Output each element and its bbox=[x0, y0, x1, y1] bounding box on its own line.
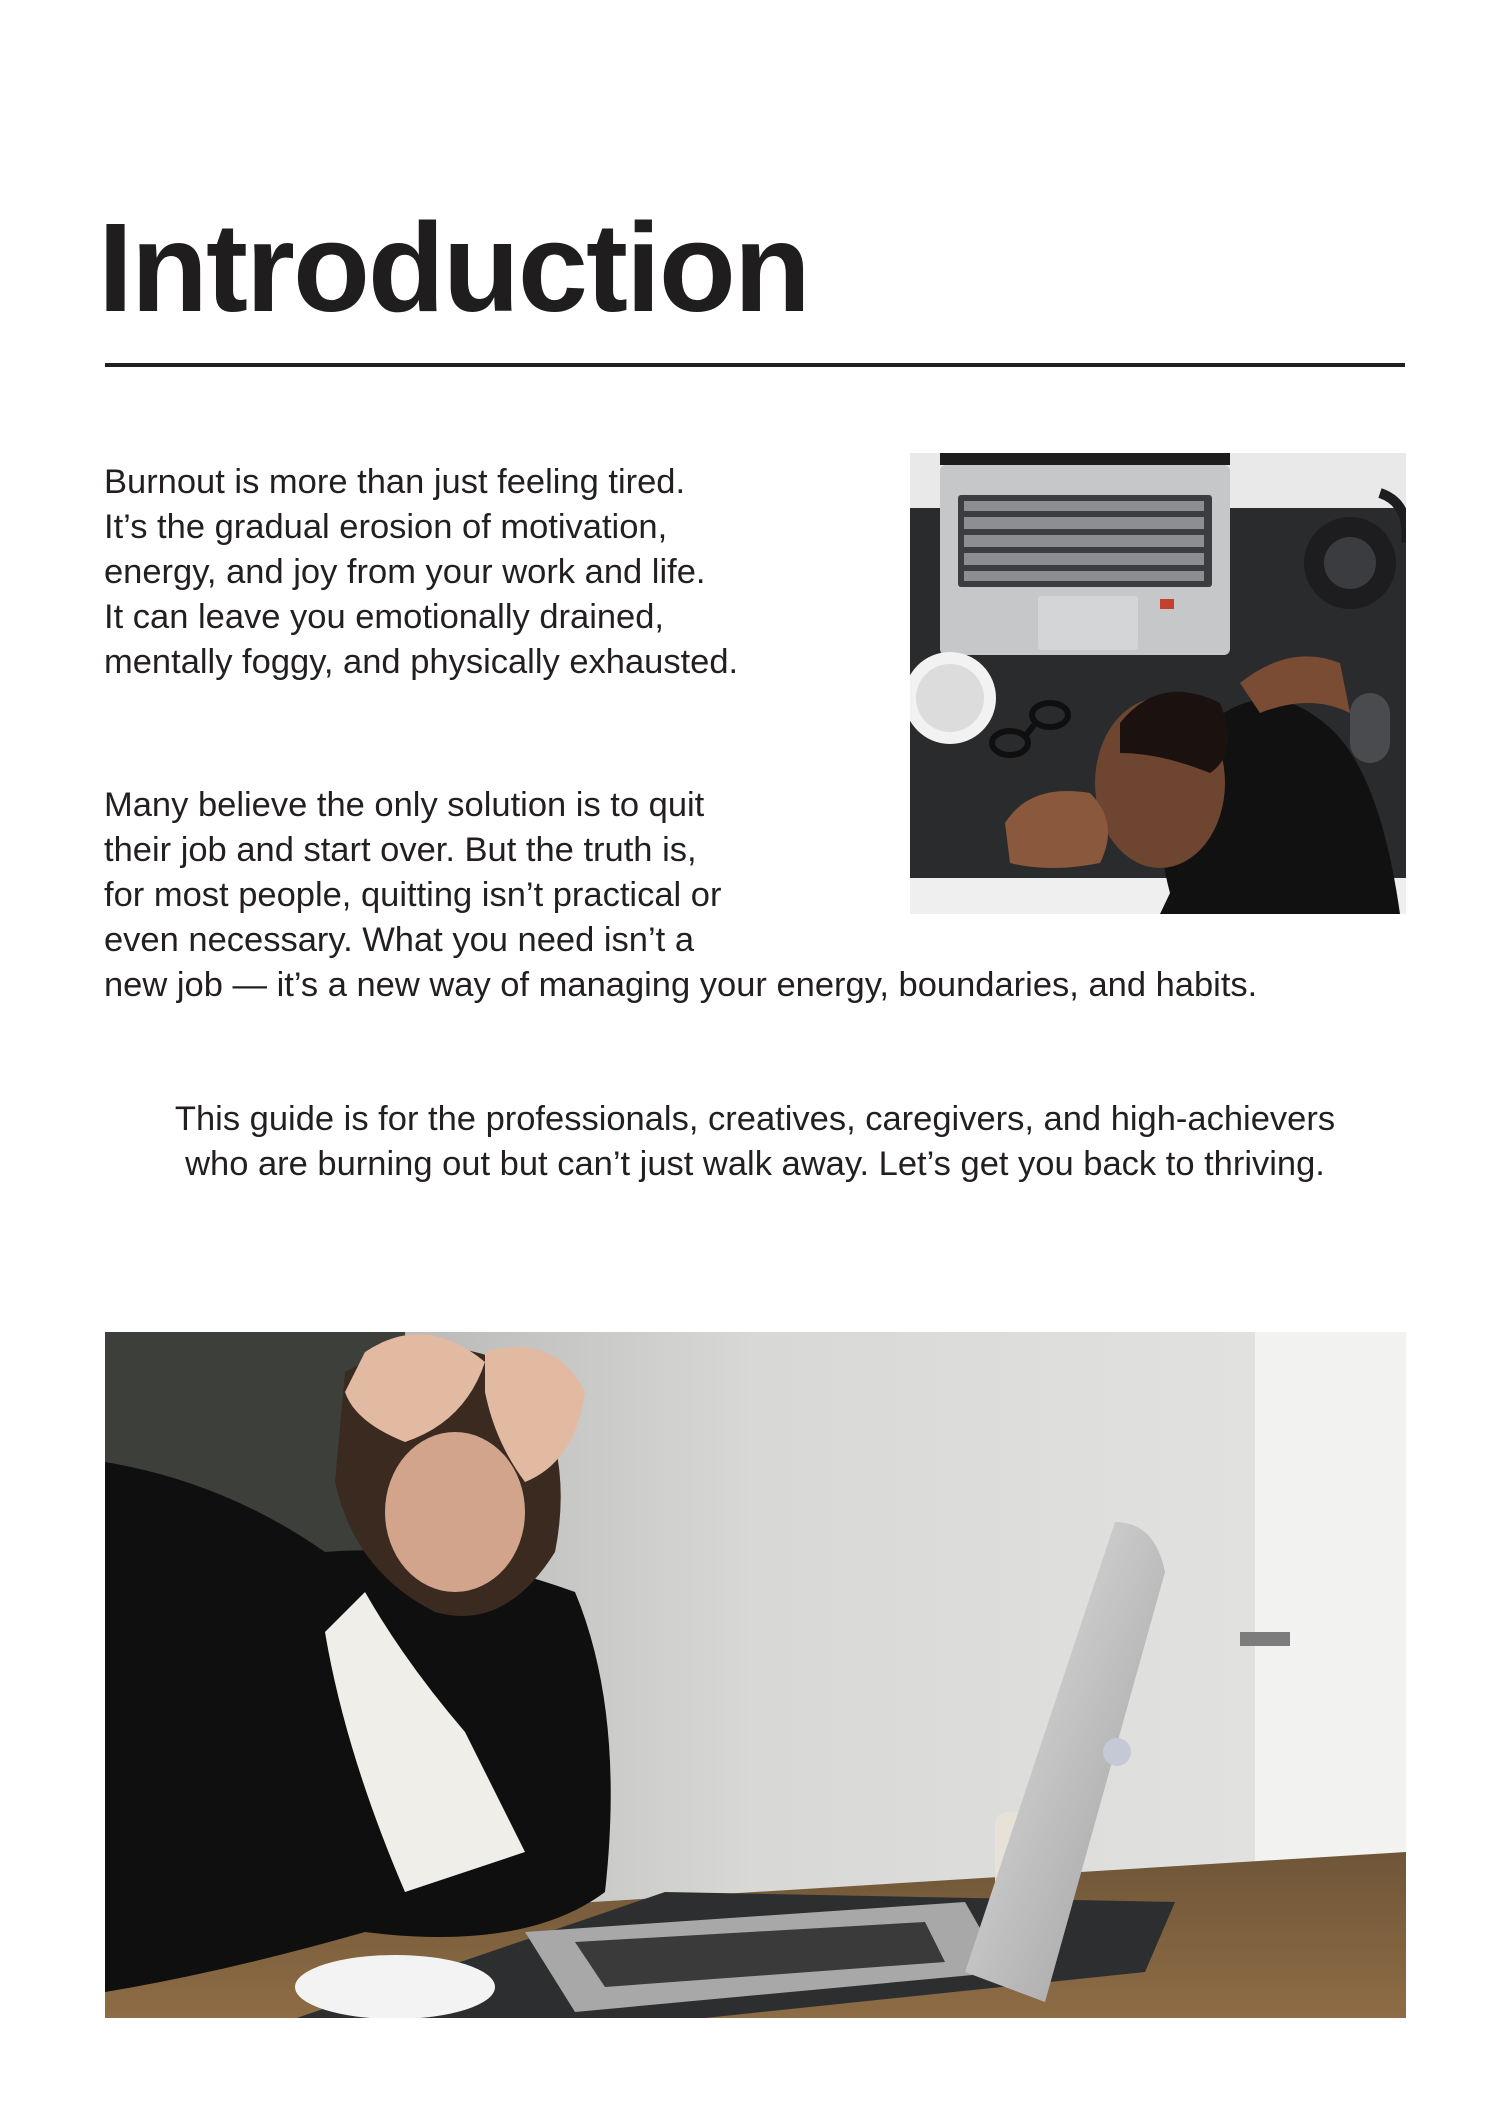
paragraph-line: energy, and joy from your work and life. bbox=[104, 553, 706, 591]
paragraph-line: mentally foggy, and physically exhausted. bbox=[104, 643, 739, 681]
photo-man-asleep-at-desk bbox=[910, 453, 1406, 914]
paragraph-line: new job — it’s a new way of managing your energy, boundaries, and habits. bbox=[104, 966, 1258, 1004]
paragraph-line: This guide is for the professionals, creatives, caregivers, and high-achievers bbox=[174, 1100, 1336, 1138]
paragraph-line: It’s the gradual erosion of motivation, bbox=[104, 508, 668, 546]
intro-paragraph-3 bbox=[104, 1097, 1406, 1187]
page-title: Introduction bbox=[98, 197, 809, 338]
paragraph-line: their job and start over. But the truth is, bbox=[104, 831, 697, 869]
title-divider bbox=[105, 363, 1405, 367]
paragraph-line: It can leave you emotionally drained, bbox=[104, 598, 665, 636]
paragraph-line: Many believe the only solution is to quit bbox=[104, 786, 705, 824]
paragraph-line: for most people, quitting isn’t practical or bbox=[104, 876, 722, 914]
paragraph-line: who are burning out but can’t just walk away. Let’s get you back to thriving. bbox=[185, 1145, 1325, 1183]
photo-woman-stressed-at-laptop bbox=[105, 1332, 1406, 2018]
paragraph-line: even necessary. What you need isn’t a bbox=[104, 921, 695, 959]
intro-paragraph-1 bbox=[104, 460, 738, 685]
paragraph-line: Burnout is more than just feeling tired. bbox=[104, 463, 686, 501]
